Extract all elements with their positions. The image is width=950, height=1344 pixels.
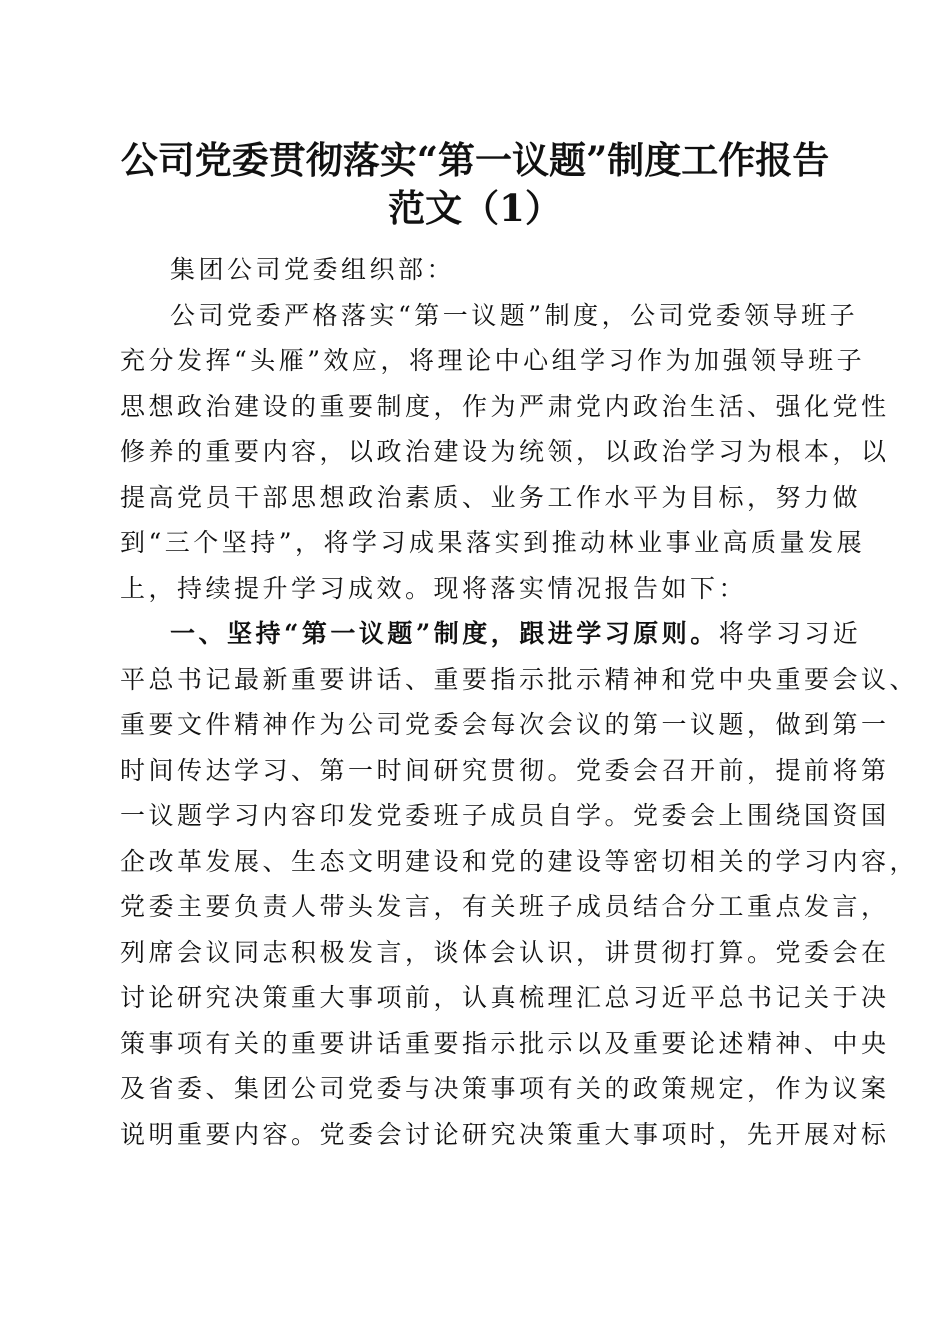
intro-line: 公司党委严格落实“第一议题”制度，公司党委领导班子 [170, 300, 859, 330]
section-1-first-line-rest: 将学习习近 [718, 619, 862, 648]
salutation: 集团公司党委组织部： [170, 255, 456, 284]
document-title-line-1: 公司党委贯彻落实“第一议题”制度工作报告 [120, 138, 830, 182]
section-1-line: 重要文件精神作为公司党委会每次会议的第一议题，做到第一 [120, 710, 890, 739]
intro-line: 思想政治建设的重要制度，作为严肃党内政治生活、强化党性 [120, 391, 890, 421]
section-1-line: 党委主要负责人带头发言，有关班子成员结合分工重点发言， [120, 892, 890, 921]
section-1-heading: 一、坚持“第一议题”制度，跟进学习原则。 [170, 619, 719, 648]
section-1-first-line [120, 611, 862, 657]
section-1-line: 企改革发展、生态文明建设和党的建设等密切相关的学习内容， [120, 846, 919, 876]
section-1-line: 策事项有关的重要讲话重要指示批示以及重要论述精神、中央 [120, 1028, 890, 1058]
intro-line: 上，持续提升学习成效。现将落实情况报告如下： [120, 573, 748, 603]
document-title-line-2: 范文（1） [388, 186, 562, 230]
section-1-line: 一议题学习内容印发党委班子成员自学。党委会上围绕国资国 [120, 801, 890, 830]
section-1-line: 及省委、集团公司党委与决策事项有关的政策规定，作为议案 [120, 1074, 890, 1103]
section-1-line: 说明重要内容。党委会讨论研究决策重大事项时，先开展对标 [120, 1119, 890, 1149]
section-1-line: 时间传达学习、第一时间研究贯彻。党委会召开前，提前将第 [120, 755, 890, 785]
section-1-line: 讨论研究决策重大事项前，认真梳理汇总习近平总书记关于决 [120, 983, 890, 1012]
intro-line: 提高党员干部思想政治素质、业务工作水平为目标，努力做 [120, 482, 862, 512]
intro-line: 到“三个坚持”，将学习成果落实到推动林业事业高质量发展 [120, 528, 866, 557]
section-1-line: 列席会议同志积极发言，谈体会认识，讲贯彻打算。党委会在 [120, 937, 890, 967]
intro-line: 修养的重要内容，以政治建设为统领，以政治学习为根本，以 [120, 437, 890, 466]
document-body [120, 247, 919, 1157]
intro-line: 充分发挥“头雁”效应，将理论中心组学习作为加强领导班子 [120, 346, 866, 375]
section-1-line: 平总书记最新重要讲话、重要指示批示精神和党中央重要会议、 [120, 664, 919, 694]
